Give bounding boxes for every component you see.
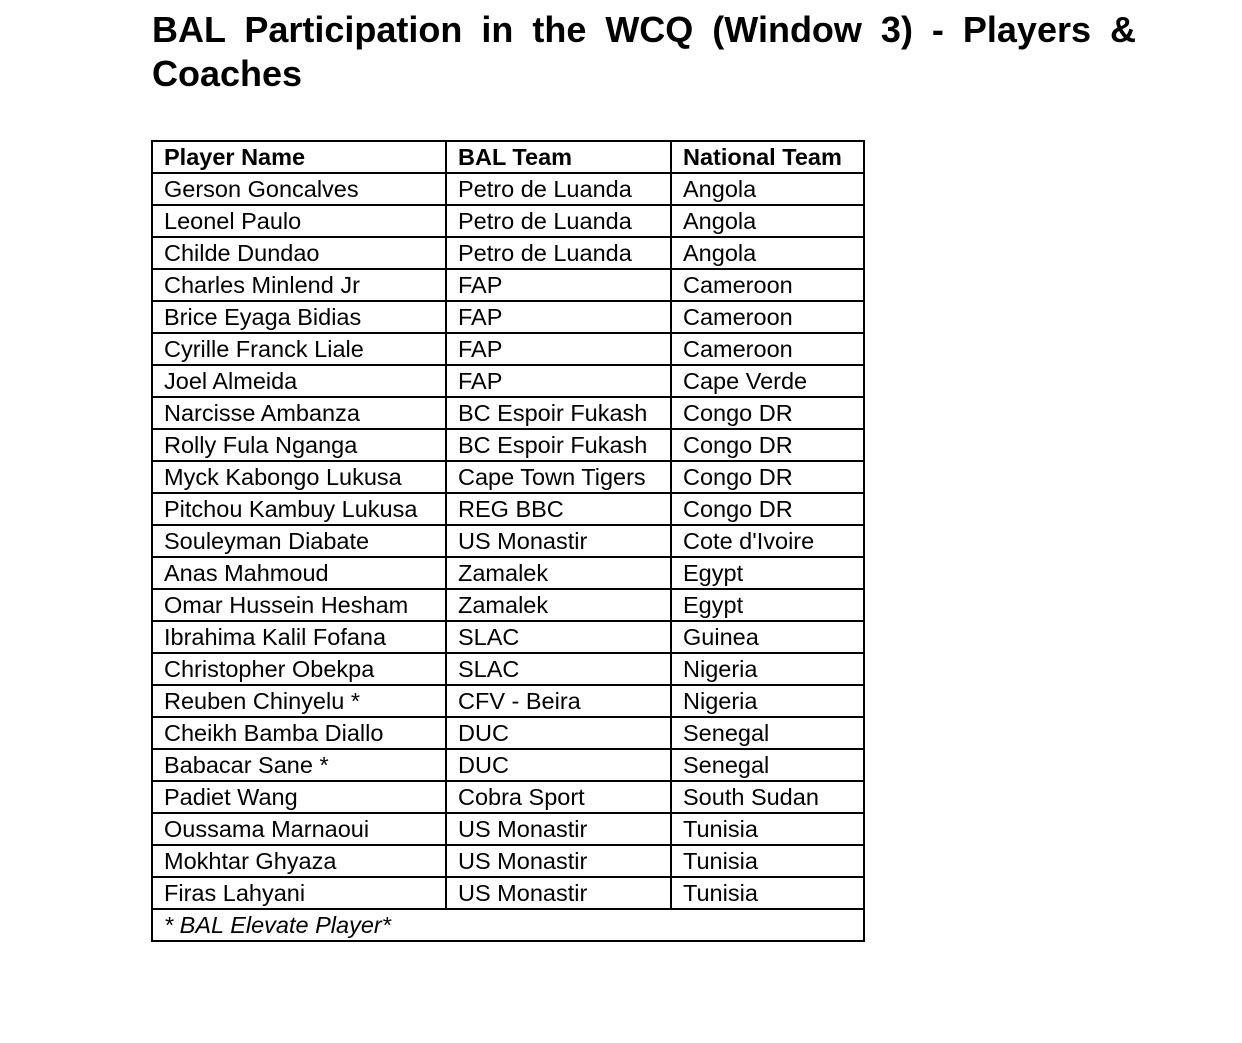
national-team-cell: Cameroon [671, 333, 864, 365]
national-team-cell: Egypt [671, 589, 864, 621]
bal-team-cell: Zamalek [446, 557, 671, 589]
header-national-team: National Team [671, 141, 864, 173]
bal-team-cell: FAP [446, 333, 671, 365]
header-player-name: Player Name [152, 141, 446, 173]
national-team-cell: Senegal [671, 717, 864, 749]
table-row [152, 493, 864, 525]
table-row [152, 269, 864, 301]
player-name-cell: Childe Dundao [152, 237, 446, 269]
roster-table [151, 140, 865, 942]
bal-team-cell: Petro de Luanda [446, 173, 671, 205]
bal-team-cell: BC Espoir Fukash [446, 429, 671, 461]
national-team-cell: Tunisia [671, 877, 864, 909]
national-team-cell: Congo DR [671, 461, 864, 493]
table-row [152, 877, 864, 909]
national-team-cell: Angola [671, 173, 864, 205]
bal-team-cell: SLAC [446, 621, 671, 653]
player-name-cell: Christopher Obekpa [152, 653, 446, 685]
table-row [152, 749, 864, 781]
bal-team-cell: Cape Town Tigers [446, 461, 671, 493]
table-row [152, 621, 864, 653]
national-team-cell: Congo DR [671, 429, 864, 461]
player-name-cell: Anas Mahmoud [152, 557, 446, 589]
player-name-cell: Pitchou Kambuy Lukusa [152, 493, 446, 525]
bal-team-cell: US Monastir [446, 845, 671, 877]
national-team-cell: Angola [671, 237, 864, 269]
bal-team-cell: US Monastir [446, 813, 671, 845]
player-name-cell: Omar Hussein Hesham [152, 589, 446, 621]
national-team-cell: Egypt [671, 557, 864, 589]
table-row [152, 685, 864, 717]
player-name-cell: Joel Almeida [152, 365, 446, 397]
national-team-cell: Cape Verde [671, 365, 864, 397]
national-team-cell: Nigeria [671, 653, 864, 685]
bal-team-cell: Zamalek [446, 589, 671, 621]
player-name-cell: Ibrahima Kalil Fofana [152, 621, 446, 653]
national-team-cell: Tunisia [671, 813, 864, 845]
player-name-cell: Reuben Chinyelu * [152, 685, 446, 717]
bal-team-cell: DUC [446, 749, 671, 781]
table-row [152, 397, 864, 429]
header-bal-team: BAL Team [446, 141, 671, 173]
table-row [152, 301, 864, 333]
player-name-cell: Oussama Marnaoui [152, 813, 446, 845]
bal-team-cell: FAP [446, 365, 671, 397]
bal-team-cell: REG BBC [446, 493, 671, 525]
table-row [152, 205, 864, 237]
national-team-cell: Angola [671, 205, 864, 237]
player-name-cell: Cheikh Bamba Diallo [152, 717, 446, 749]
national-team-cell: Congo DR [671, 493, 864, 525]
table-row [152, 461, 864, 493]
player-name-cell: Souleyman Diabate [152, 525, 446, 557]
table-row [152, 813, 864, 845]
table-row [152, 173, 864, 205]
national-team-cell: Senegal [671, 749, 864, 781]
table-header-row [152, 141, 864, 173]
national-team-cell: Cameroon [671, 269, 864, 301]
player-name-cell: Firas Lahyani [152, 877, 446, 909]
bal-team-cell: US Monastir [446, 877, 671, 909]
table-row [152, 525, 864, 557]
player-name-cell: Leonel Paulo [152, 205, 446, 237]
player-name-cell: Gerson Goncalves [152, 173, 446, 205]
player-name-cell: Padiet Wang [152, 781, 446, 813]
bal-team-cell: FAP [446, 269, 671, 301]
table-row [152, 653, 864, 685]
player-name-cell: Rolly Fula Nganga [152, 429, 446, 461]
bal-team-cell: BC Espoir Fukash [446, 397, 671, 429]
national-team-cell: Congo DR [671, 397, 864, 429]
national-team-cell: Cameroon [671, 301, 864, 333]
player-name-cell: Brice Eyaga Bidias [152, 301, 446, 333]
table-row [152, 365, 864, 397]
table-row [152, 429, 864, 461]
national-team-cell: Nigeria [671, 685, 864, 717]
player-name-cell: Mokhtar Ghyaza [152, 845, 446, 877]
bal-team-cell: FAP [446, 301, 671, 333]
footnote: * BAL Elevate Player* [152, 909, 864, 941]
bal-team-cell: CFV - Beira [446, 685, 671, 717]
bal-team-cell: DUC [446, 717, 671, 749]
page-title: BAL Participation in the WCQ (Window 3) - Players & Coaches [152, 9, 1136, 94]
table-row [152, 845, 864, 877]
table-row [152, 557, 864, 589]
bal-team-cell: Cobra Sport [446, 781, 671, 813]
bal-team-cell: US Monastir [446, 525, 671, 557]
footnote-row [152, 909, 864, 941]
table-row [152, 237, 864, 269]
national-team-cell: South Sudan [671, 781, 864, 813]
table-row [152, 333, 864, 365]
bal-team-cell: Petro de Luanda [446, 237, 671, 269]
table-row [152, 717, 864, 749]
player-name-cell: Babacar Sane * [152, 749, 446, 781]
player-name-cell: Charles Minlend Jr [152, 269, 446, 301]
table-row [152, 589, 864, 621]
player-name-cell: Narcisse Ambanza [152, 397, 446, 429]
bal-team-cell: Petro de Luanda [446, 205, 671, 237]
table-row [152, 781, 864, 813]
player-name-cell: Cyrille Franck Liale [152, 333, 446, 365]
national-team-cell: Tunisia [671, 845, 864, 877]
national-team-cell: Guinea [671, 621, 864, 653]
player-name-cell: Myck Kabongo Lukusa [152, 461, 446, 493]
national-team-cell: Cote d'Ivoire [671, 525, 864, 557]
bal-team-cell: SLAC [446, 653, 671, 685]
